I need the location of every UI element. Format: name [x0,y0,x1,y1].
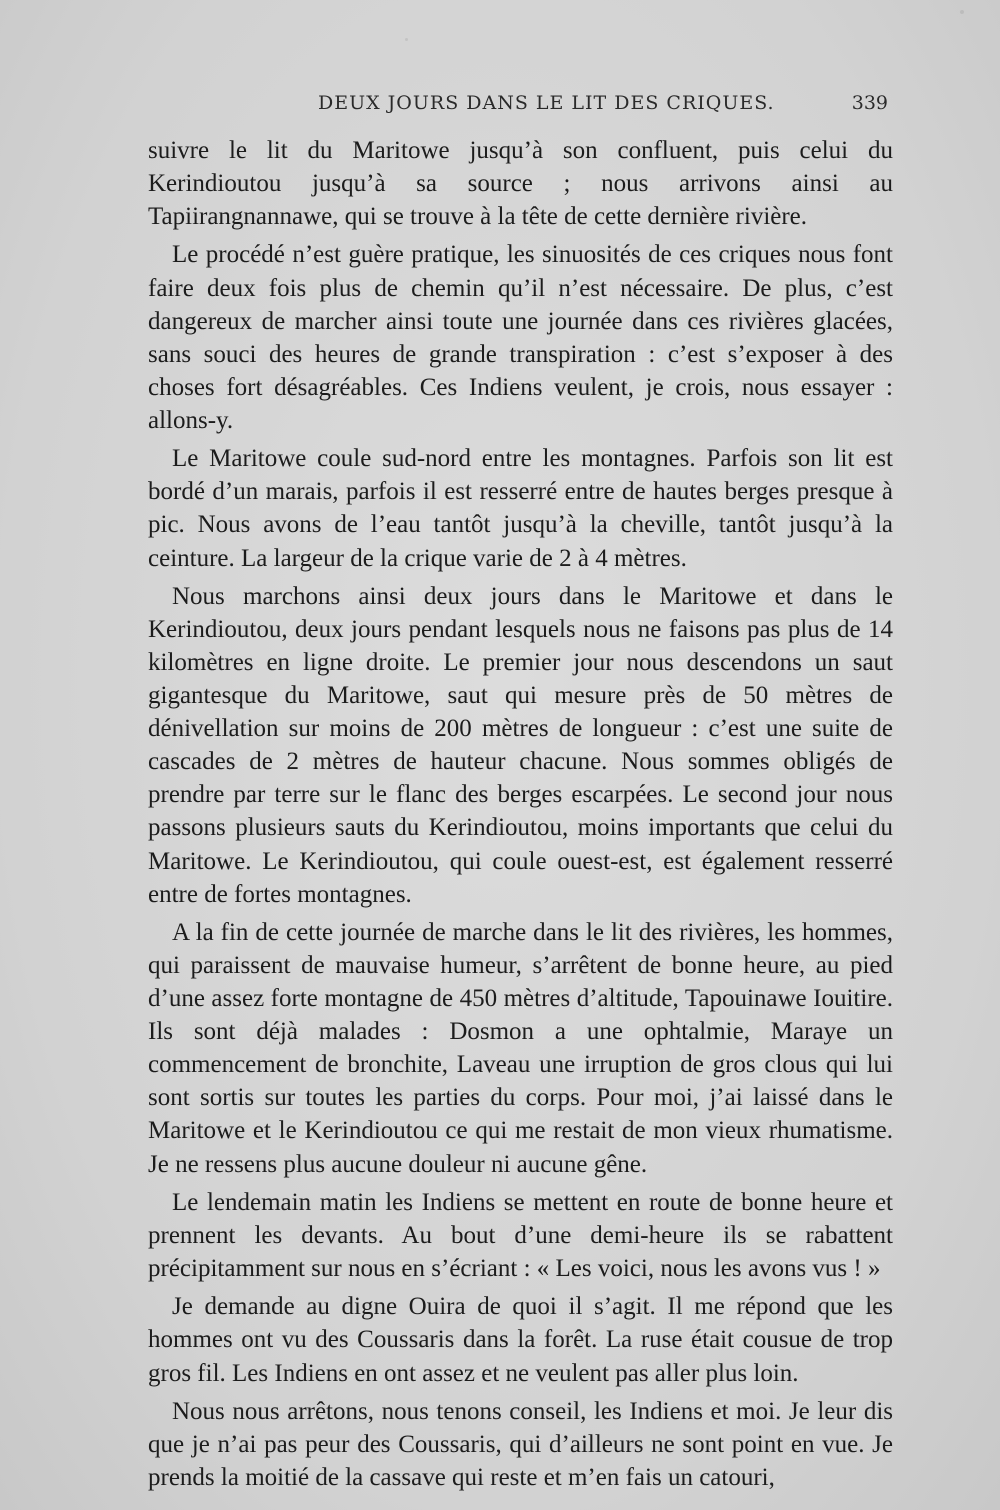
paragraph-2: Le procédé n’est guère pratique, les sinuosités de ces criques nous font faire deux fois plus de chemin qu’il n’est nécessaire. De plus, c’est dangereux de marcher ainsi toute une journée dans ces rivières glacées, sans souci des heures de grande transpiration : c’est s’exposer à des choses fort désagréables. Ces Indiens veulent, je crois, nous essayer : allons-y. [148,241,893,434]
page-number: 339 [851,92,888,114]
running-title: DEUX JOURS DANS LE LIT DES CRIQUES. [318,92,775,114]
page-speck [960,10,964,14]
paragraph-1: suivre le lit du Maritowe jusqu’à son confluent, puis celui du Kerindioutou jusqu’à sa source ; nous arrivons ainsi au Tapiirangnannawe, qui se trouve à la tête de cette dernière rivière. [148,137,893,231]
paragraph-5: A la fin de cette journée de marche dans le lit des rivières, les hommes, qui paraissent de mauvaise humeur, s’arrêtent de bonne heure, au pied d’une assez forte montagne de 450 mètres d’altitude, Tapouinawe Iouitire. Ils sont déjà malades : Dosmon a une ophtalmie, Maraye un commencement de bronchite, Laveau une irruption de gros clous qui lui sont sortis sur toutes les parties du corps. Pour moi, j’ai laissé dans le Maritowe et le Kerindioutou ce qui me restait de mon vieux rhumatisme. Je ne ressens plus aucune douleur ni aucune gêne. [148,918,893,1178]
paragraph-7: Je demande au digne Ouira de quoi il s’agit. Il me répond que les hommes ont vu des Coussaris dans la forêt. La ruse était cousue de trop gros fil. Les Indiens en ont assez et ne veulent pas aller plus loin. [148,1293,893,1387]
page-speck [405,38,408,41]
paragraph-4: Nous marchons ainsi deux jours dans le Maritowe et dans le Kerindioutou, deux jours pendant lesquels nous ne faisons pas plus de 14 kilomètres en ligne droite. Le premier jour nous descendons un saut gigantesque du Maritowe, saut qui mesure près de 50 mètres de dénivellation sur moins de 200 mètres de longueur : c’est une suite de cascades de 2 mètres de hauteur chacune. Nous sommes obligés de prendre par terre sur le flanc des berges escarpées. Le second jour nous passons plusieurs sauts du Kerindioutou, moins importants que celui du Maritowe. Le Kerindioutou, qui coule ouest-est, est également resserré entre de fortes montagnes. [148,582,893,908]
paragraph-8: Nous nous arrêtons, nous tenons conseil, les Indiens et moi. Je leur dis que je n’ai pas peur des Coussaris, qui d’ailleurs ne sont point en vue. Je prends la moitié de la cassave qui reste et m’en fais un catouri, [148,1397,893,1491]
paragraph-6: Le lendemain matin les Indiens se mettent en route de bonne heure et prennent les devants. Au bout d’une demi-heure ils se rabattent précipitamment sur nous en s’écriant : « Les voici, nous les avons vus ! » [148,1188,893,1283]
paragraph-3: Le Maritowe coule sud-nord entre les montagnes. Parfois son lit est bordé d’un marais, parfois il est resserré entre de hautes berges presque à pic. Nous avons de l’eau tantôt jusqu’à la cheville, tantôt jusqu’à la ceinture. La largeur de la crique varie de 2 à 4 mètres. [148,445,893,572]
body-text [148,134,893,1499]
